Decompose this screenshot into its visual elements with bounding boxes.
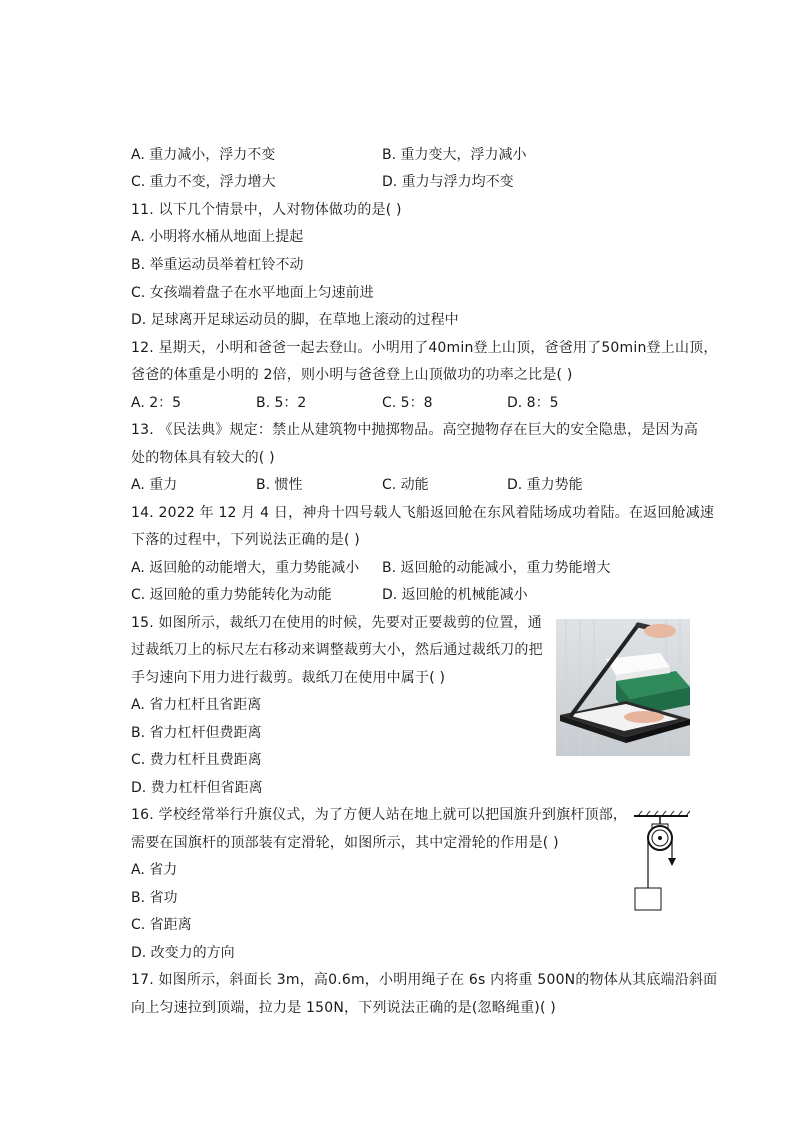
q14-option-d: D. 返回舱的机械能减小 [382, 587, 528, 603]
q13-stem-line1: 13. 《民法典》规定：禁止从建筑物中抛掷物品。高空抛物存在巨大的安全隐患，是因为高 [131, 422, 699, 438]
q14-option-b: B. 返回舱的动能减小，重力势能增大 [382, 560, 611, 576]
q15-stem-line2: 过裁纸刀上的标尺左右移动来调整裁剪大小，然后通过裁纸刀的把 [131, 642, 543, 658]
fixed-pulley-diagram [630, 810, 690, 914]
q11-stem: 11. 以下几个情景中，人对物体做功的是( ) [131, 202, 402, 218]
q10-option-c: C. 重力不变，浮力增大 [131, 174, 276, 190]
q14-stem-line1: 14. 2022 年 12 月 4 日，神舟十四号载人飞船返回舱在东风着陆场成功着陆。在返回舱减速 [131, 505, 715, 521]
q14-option-a: A. 返回舱的动能增大，重力势能减小 [131, 560, 360, 576]
q11-option-b: B. 举重运动员举着杠铃不动 [131, 257, 304, 273]
q16-option-c: C. 省距离 [131, 917, 192, 933]
q14-stem-line2: 下落的过程中，下列说法正确的是( ) [131, 532, 360, 548]
q13-option-c: C. 动能 [382, 477, 429, 493]
q15-option-d: D. 费力杠杆但省距离 [131, 780, 263, 796]
q12-stem-line2: 爸爸的体重是小明的 2倍，则小明与爸爸登上山顶做功的功率之比是( ) [131, 367, 573, 383]
q15-option-a: A. 省力杠杆且省距离 [131, 697, 262, 713]
q15-option-b: B. 省力杠杆但费距离 [131, 725, 262, 741]
q13-option-b: B. 惯性 [256, 477, 303, 493]
q13-stem-line2: 处的物体具有较大的( ) [131, 450, 275, 466]
q10-option-b: B. 重力变大，浮力减小 [382, 147, 527, 163]
q15-option-c: C. 费力杠杆且费距离 [131, 752, 262, 768]
q12-option-b: B. 5：2 [256, 395, 307, 411]
q16-option-b: B. 省功 [131, 890, 178, 906]
paper-cutter-photo [556, 619, 690, 756]
q17-stem-line1: 17. 如图所示，斜面长 3m，高0.6m，小明用绳子在 6s 内将重 500N的物体从其底端沿斜面 [131, 972, 718, 988]
q16-option-a: A. 省力 [131, 862, 178, 878]
q16-option-d: D. 改变力的方向 [131, 945, 235, 961]
q12-option-c: C. 5：8 [382, 395, 433, 411]
q11-option-a: A. 小明将水桶从地面上提起 [131, 229, 304, 245]
q16-stem-line2: 需要在国旗杆的顶部装有定滑轮，如图所示，其中定滑轮的作用是( ) [131, 835, 559, 851]
q12-stem-line1: 12. 星期天，小明和爸爸一起去登山。小明用了40min登上山顶，爸爸用了50min登上山顶， [131, 340, 718, 356]
q10-option-a: A. 重力减小，浮力不变 [131, 147, 276, 163]
q13-option-d: D. 重力势能 [507, 477, 583, 493]
q16-stem-line1: 16. 学校经常举行升旗仪式，为了方便人站在地上就可以把国旗升到旗杆顶部， [131, 807, 628, 823]
q17-stem-line2: 向上匀速拉到顶端，拉力是 150N，下列说法正确的是(忽略绳重)( ) [131, 1000, 556, 1016]
q12-option-a: A. 2：5 [131, 395, 182, 411]
q15-stem-line1: 15. 如图所示，裁纸刀在使用的时候，先要对正要裁剪的位置，通 [131, 615, 542, 631]
q14-option-c: C. 返回舱的重力势能转化为动能 [131, 587, 332, 603]
q13-option-a: A. 重力 [131, 477, 178, 493]
q10-option-d: D. 重力与浮力均不变 [382, 174, 514, 190]
q12-option-d: D. 8：5 [507, 395, 559, 411]
q15-stem-line3: 手匀速向下用力进行裁剪。裁纸刀在使用中属于( ) [131, 670, 446, 686]
q11-option-c: C. 女孩端着盘子在水平地面上匀速前进 [131, 285, 374, 301]
q11-option-d: D. 足球离开足球运动员的脚，在草地上滚动的过程中 [131, 312, 459, 328]
